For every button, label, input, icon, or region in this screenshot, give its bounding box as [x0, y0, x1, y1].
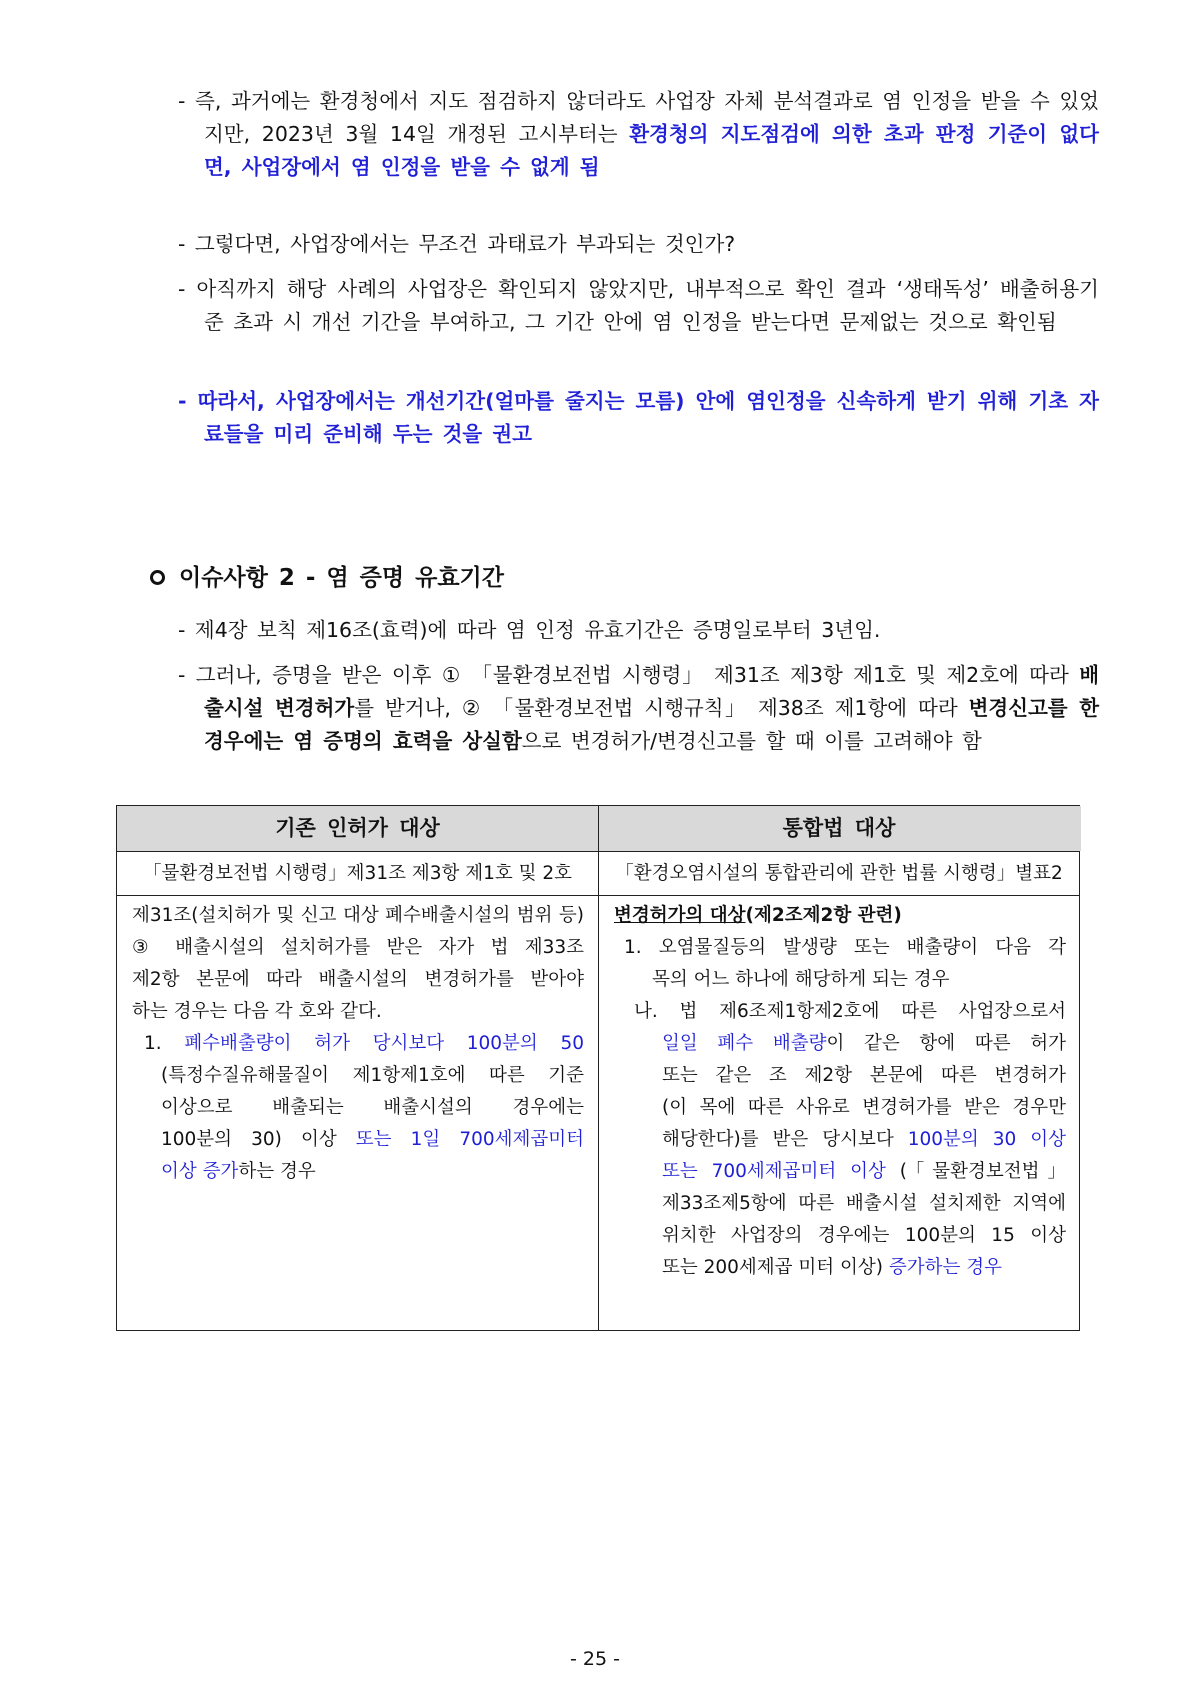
- cell-text: 100분의 30) 이상: [161, 1129, 356, 1150]
- cell-line: 제31조(설치허가 및 신고 대상 폐수배출시설의 범위 등): [132, 905, 584, 926]
- cell-text: 이 같은 항에 따른 허가: [826, 1033, 1066, 1054]
- cell-text: 또는 200세제곱 미터 이상): [662, 1257, 889, 1278]
- paragraph-recommendation: [178, 385, 1099, 451]
- cell-line: [614, 1028, 1066, 1060]
- cell-line: [132, 1028, 584, 1060]
- table-column-divider: [598, 806, 599, 1330]
- cell-line: [614, 1252, 1066, 1284]
- cell-line: [132, 1156, 584, 1188]
- cell-line: (이 목에 따른 사유로 변경허가를 받은 경우만: [662, 1097, 1066, 1118]
- table-header-right: 통합법 대상: [782, 816, 896, 840]
- highlighted-text: 또는 700세제곱미터 이상: [662, 1161, 886, 1182]
- paragraph-confirmation: [178, 273, 1099, 339]
- cell-line: 하는 경우는 다음 각 호와 같다.: [132, 1001, 382, 1022]
- table-subheader-left: 「물환경보전법 시행령」제31조 제3항 제1호 및 2호: [142, 863, 573, 884]
- cell-title: 변경허가의 대상: [614, 905, 746, 926]
- cell-line: 나. 법 제6조제1항제2호에 따른 사업장으로서: [634, 1001, 1066, 1022]
- cell-line: [614, 1124, 1066, 1156]
- table-cell-left: [132, 900, 584, 1188]
- highlighted-text: 폐수배출량이 허가 당시보다 100분의 50: [184, 1033, 584, 1054]
- list-number: 1.: [144, 1033, 185, 1054]
- highlighted-text: 100분의 30 이상: [907, 1129, 1066, 1150]
- table-header-left: 기존 인허가 대상: [275, 816, 440, 840]
- highlighted-text: 증가하는 경우: [888, 1257, 1002, 1278]
- page-number: - 25 -: [570, 1648, 620, 1670]
- highlighted-text: 이상 증가: [161, 1161, 239, 1182]
- paragraph-text: - 그렇다면, 사업장에서는 무조건 과태료가 부과되는 것인가?: [178, 232, 736, 256]
- paragraph-past-practice: [178, 85, 1099, 184]
- paragraph-text: - 즉, 과거에는 환경청에서 지도 점검하지 않더라도 사업장 자체 분석결과로 염 인정을 받을 수 있었지만, 2023년 3월 14일 개정된 고시부터는: [178, 89, 1099, 146]
- cell-line: [614, 1156, 1066, 1188]
- paragraph-text: - 그러나, 증명을 받은 이후 ① 「물환경보전법 시행령」 제31조 제3항 제1호 및 제2호에 따라: [178, 663, 1080, 687]
- cell-line: ③ 배출시설의 설치허가를 받은 자가 법 제33조: [132, 937, 584, 958]
- cell-line: 제2항 본문에 따라 배출시설의 변경허가를 받아야: [132, 969, 584, 990]
- section-heading: [150, 562, 504, 594]
- cell-line: [132, 1124, 584, 1156]
- cell-line: 위치한 사업장의 경우에는 100분의 15 이상: [662, 1225, 1066, 1246]
- paragraph-loss-of-effect: [178, 659, 1099, 758]
- cell-line: 1. 오염물질등의 발생량 또는 배출량이 다음 각: [624, 937, 1066, 958]
- paragraph-text: - 아직까지 해당 사례의 사업장은 확인되지 않았지만, 내부적으로 확인 결과 ‘생태독성’ 배출허용기준 초과 시 개선 기간을 부여하고, 그 기간 안에 염 인정을 받는다면 문제없는 것으로 확인됨: [178, 277, 1099, 334]
- paragraph-validity: [178, 614, 1099, 647]
- paragraph-text: 를 받거나, ② 「물환경보전법 시행규칙」 제38조 제1항에 따라: [354, 696, 969, 720]
- table-subheader-right: 「환경오염시설의 통합관리에 관한 법률 시행령」별표2: [615, 863, 1063, 884]
- highlighted-text: - 따라서, 사업장에서는 개선기간(얼마를 줄지는 모름) 안에 염인정을 신속하게 받기 위해 기초 자료들을 미리 준비해 두는 것을 권고: [178, 389, 1099, 446]
- heading-text: 이슈사항 2 - 염 증명 유효기간: [179, 565, 504, 591]
- cell-line: [614, 900, 1066, 932]
- cell-line: 이상으로 배출되는 배출시설의 경우에는: [161, 1097, 584, 1118]
- highlighted-text: 일일 폐수 배출량: [662, 1033, 827, 1054]
- bold-text: 배출시설 변경허가: [204, 663, 1099, 720]
- highlighted-text: 환경청의 지도점검에 의한 초과 판정 기준이 없다면, 사업장에서 염 인정을 받을 수 없게 됨: [204, 122, 1099, 179]
- bold-text: 변경신고를 한 경우에는 염 증명의 효력을 상실함: [204, 696, 1099, 753]
- cell-title-suffix: (제2조제2항 관련): [745, 905, 902, 926]
- paragraph-text: - 제4장 보칙 제16조(효력)에 따라 염 인정 유효기간은 증명일로부터 3년임.: [178, 618, 881, 642]
- cell-text: 하는 경우: [238, 1161, 316, 1182]
- cell-line: (특정수질유해물질이 제1항제1호에 따른 기준: [161, 1065, 584, 1086]
- table-cell-right: [614, 900, 1066, 1284]
- cell-text: 해당한다)를 받은 당시보다: [662, 1129, 908, 1150]
- circle-bullet-icon: [150, 570, 165, 585]
- paragraph-text: 으로 변경허가/변경신고를 할 때 이를 고려해야 함: [521, 729, 982, 753]
- highlighted-text: 또는 1일 700세제곱미터: [355, 1129, 585, 1150]
- paragraph-question: [178, 228, 1099, 261]
- cell-line: 제33조제5항에 따른 배출시설 설치제한 지역에: [662, 1193, 1066, 1214]
- comparison-table: [116, 805, 1080, 1331]
- cell-text: (「물환경보전법」: [885, 1161, 1066, 1182]
- cell-line: 또는 같은 조 제2항 본문에 따른 변경허가: [662, 1065, 1066, 1086]
- cell-line: 목의 어느 하나에 해당하게 되는 경우: [652, 969, 950, 990]
